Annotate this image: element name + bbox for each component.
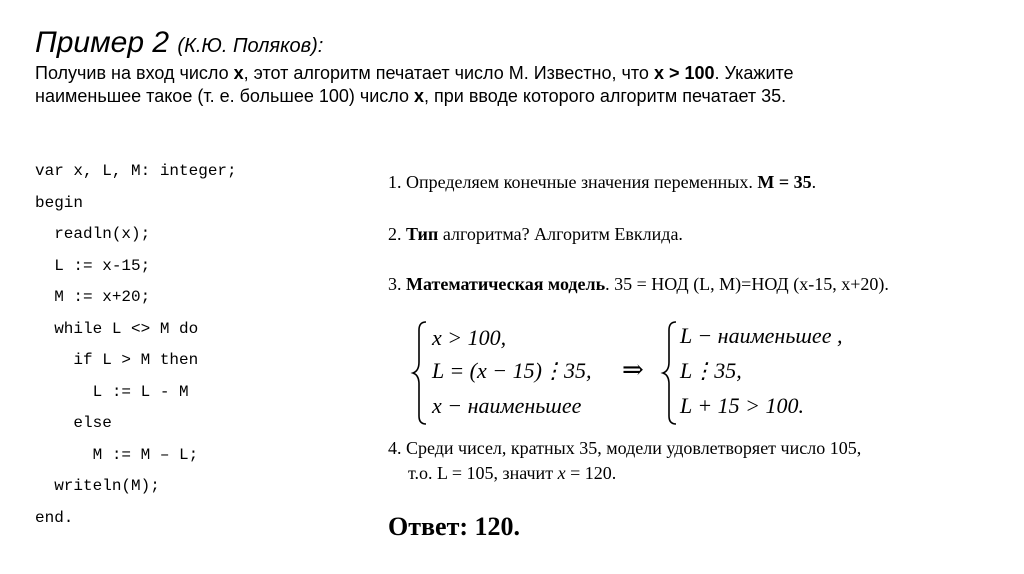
step-text: . — [811, 172, 817, 192]
step-number: 3. — [388, 274, 406, 294]
system-left-line-1: x > 100, — [432, 325, 507, 350]
step-text: алгоритма? Алгоритм Евклида. — [438, 224, 683, 244]
step-number: 2. — [388, 224, 406, 244]
code-line: while L <> M do — [35, 319, 199, 338]
problem-text: наименьшее такое (т. е. большее 100) число — [35, 86, 415, 106]
right-brace — [663, 322, 676, 424]
step-text: т.о. L = 105, значит — [408, 463, 558, 483]
step-bold: Тип — [406, 224, 439, 244]
step-text: = 120. — [565, 463, 617, 483]
step-var-x: x — [557, 463, 566, 483]
answer: Ответ: 120. — [388, 512, 521, 541]
code-line: L := L - M — [35, 382, 189, 401]
solution-step-2 — [388, 224, 683, 245]
problem-statement — [35, 62, 995, 108]
code-line: L := x-15; — [35, 256, 151, 275]
system-right-line-1: L − наименьшее , — [680, 323, 843, 348]
code-line: end. — [35, 508, 74, 527]
problem-var-x: x — [233, 63, 244, 83]
code-line: if L > M then — [35, 351, 199, 369]
step-bold: Математическая модель — [406, 274, 606, 294]
title-main: Пример 2 — [35, 26, 170, 59]
code-line: var x, L, M: integer; — [35, 162, 237, 180]
code-line: writeln(M); — [35, 477, 160, 495]
problem-condition: x > 100 — [653, 63, 715, 83]
implies-arrow: ⇒ — [622, 355, 644, 384]
code-line: else — [35, 414, 112, 432]
code-line: M := x+20; — [35, 288, 151, 306]
problem-text: , при вводе которого алгоритм печатает 35. — [424, 86, 787, 106]
step4-line-2 — [388, 461, 861, 486]
math-model-system — [410, 318, 890, 428]
system-left-line-3: x − наименьшее — [432, 393, 582, 418]
problem-var-x: x — [414, 86, 425, 106]
step4-line-1: 4. Среди чисел, кратных 35, модели удовлетворяет число 105, — [388, 438, 862, 458]
solution-step-3 — [388, 274, 889, 295]
pascal-code — [35, 156, 237, 534]
problem-line-2 — [35, 85, 995, 108]
problem-text: Получив на вход число — [35, 63, 234, 83]
solution-step-1 — [388, 172, 816, 193]
system-left-line-2: L = (x − 15)⋮35, — [432, 358, 592, 383]
problem-line-1 — [35, 62, 995, 85]
system-right-line-3: L + 15 > 100. — [680, 393, 805, 418]
title-author: (К.Ю. Поляков): — [177, 35, 324, 57]
system-right-line-2: L⋮35, — [680, 358, 742, 383]
code-line: M := M – L; — [35, 445, 199, 464]
left-brace — [413, 322, 426, 424]
code-line: begin — [35, 193, 84, 212]
step-text: . 35 = НОД (L, M)=НОД (x-15, x+20). — [605, 274, 889, 294]
problem-text: , этот алгоритм печатает число M. Известно, что — [243, 63, 654, 83]
slide-title — [35, 26, 323, 60]
solution-step-4 — [388, 436, 861, 486]
step-bold: M = 35 — [757, 172, 812, 192]
step-text: 1. Определяем конечные значения переменных. — [388, 172, 758, 192]
problem-text: . Укажите — [714, 63, 794, 83]
code-line: readln(x); — [35, 225, 151, 243]
